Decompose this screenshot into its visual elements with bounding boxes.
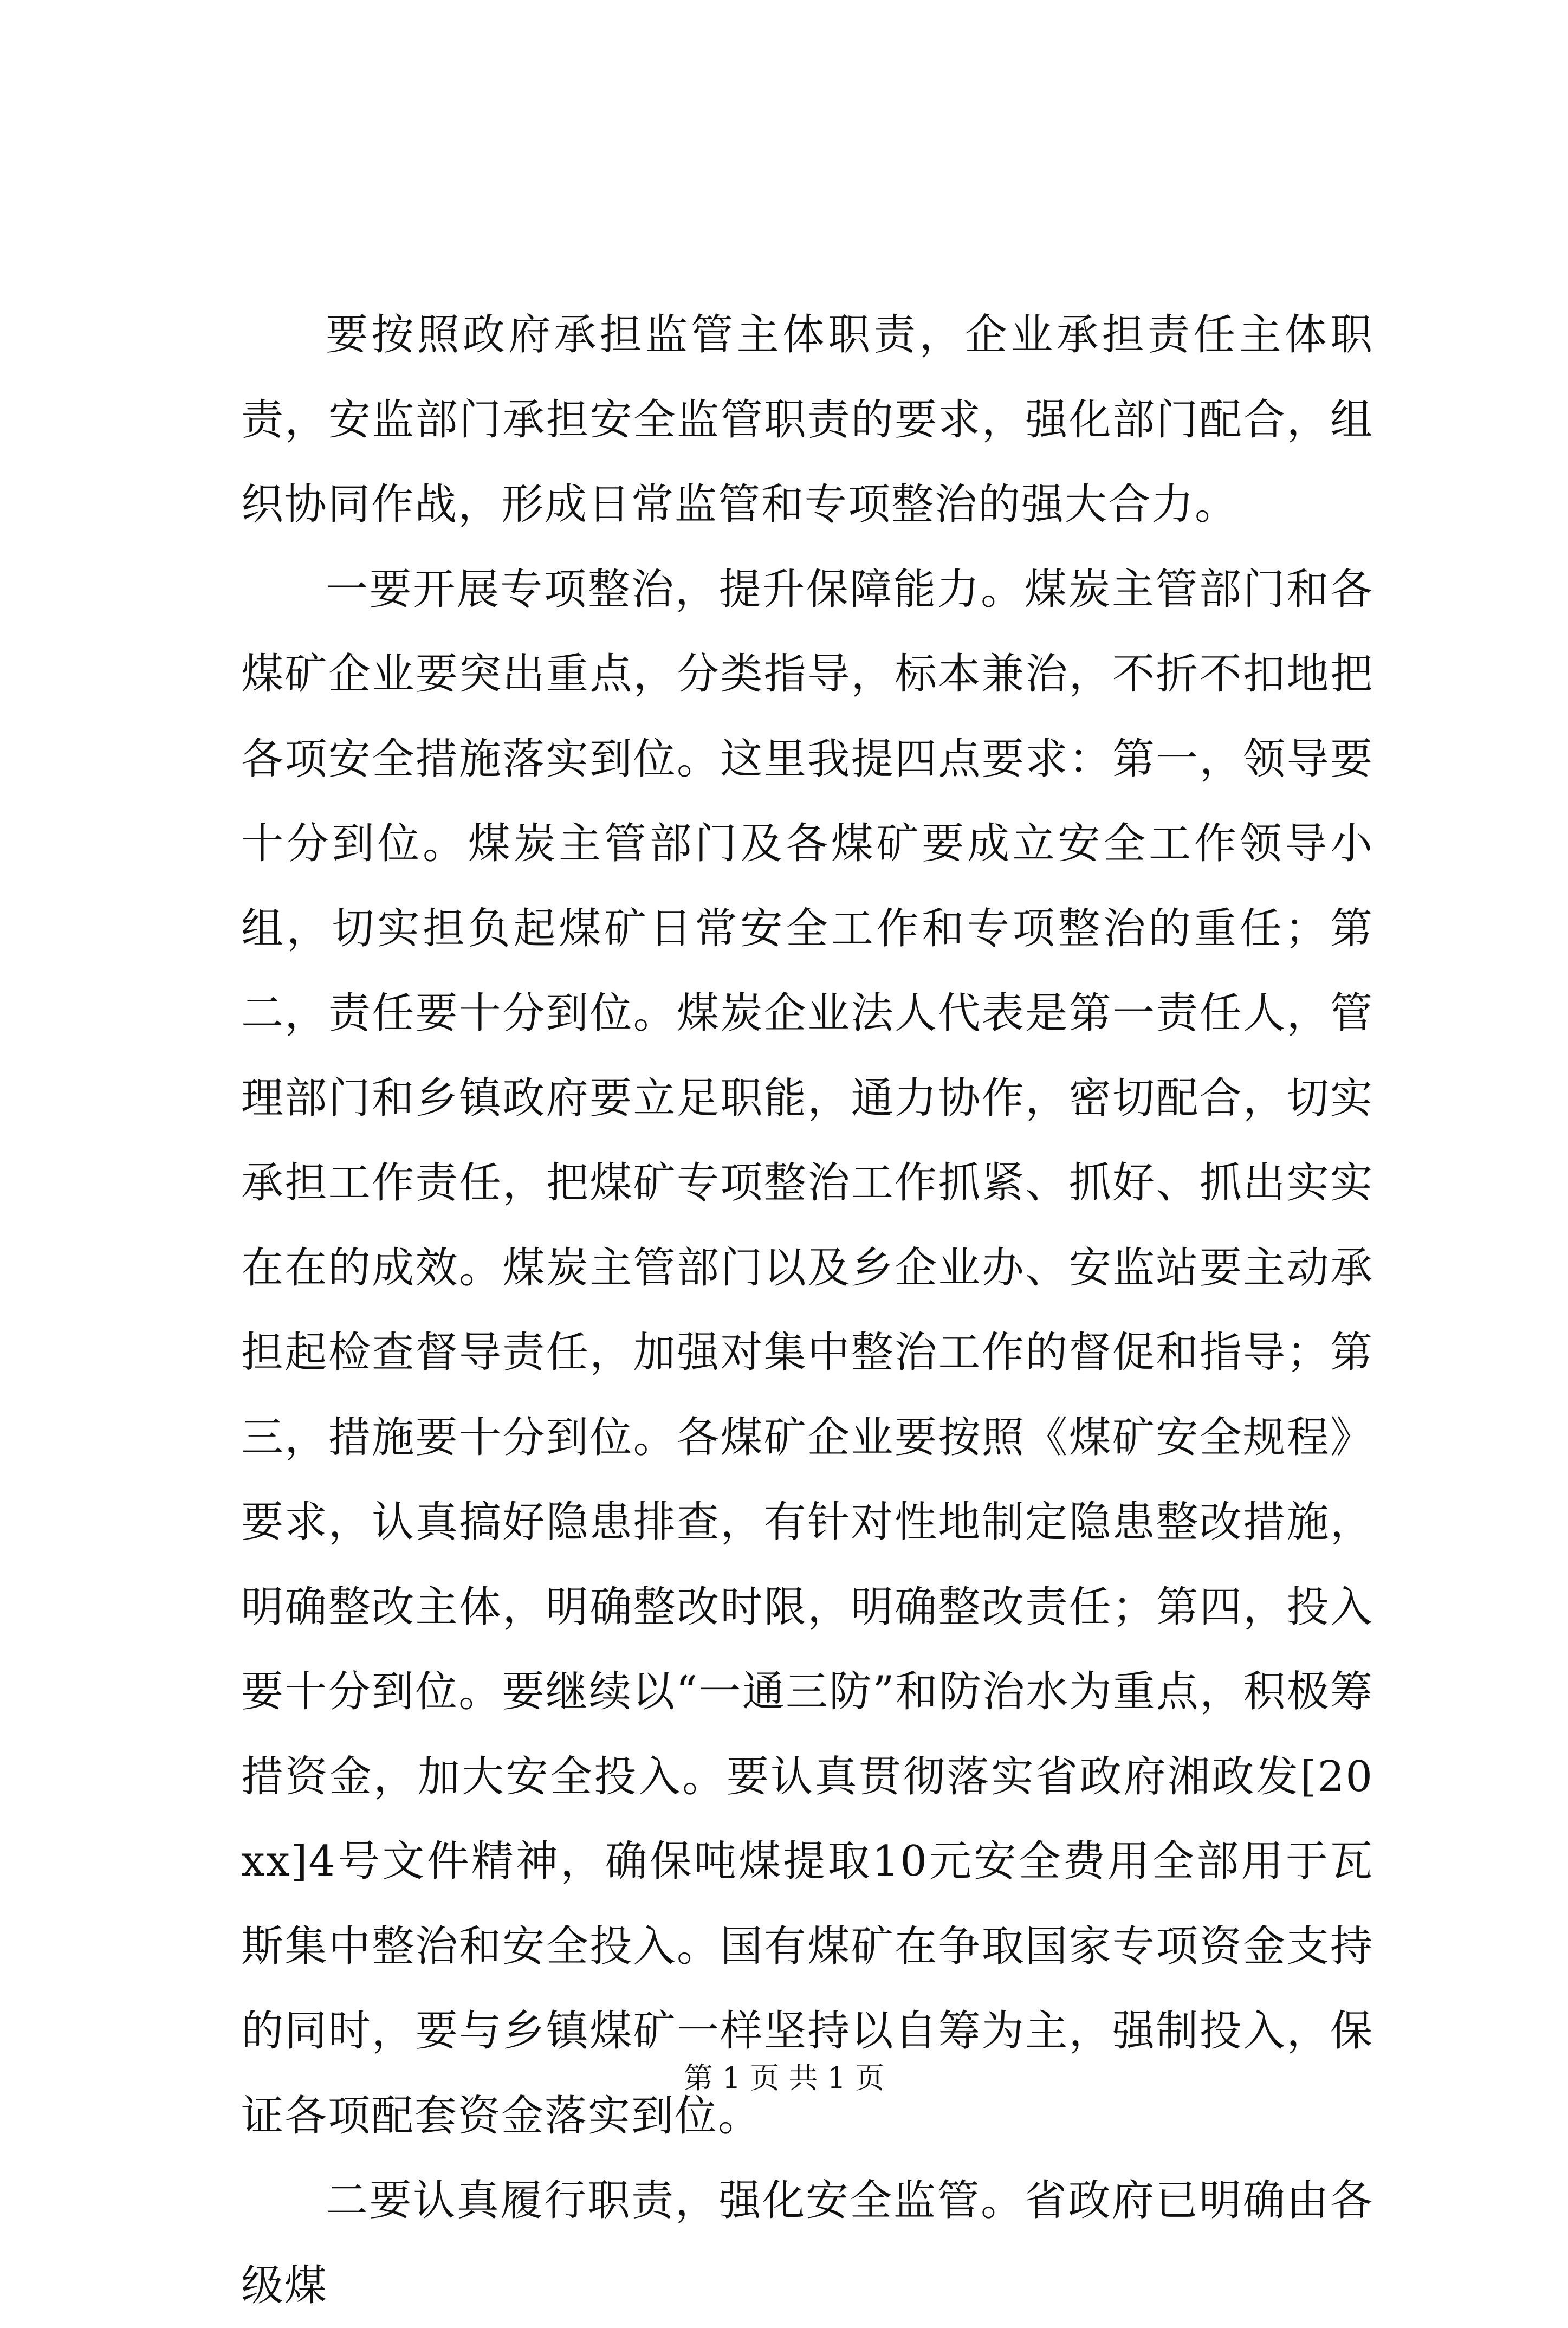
paragraph-2: 一要开展专项整治，提升保障能力。煤炭主管部门和各煤矿企业要突出重点，分类指导，标本兼治，不折不扣地把各项安全措施落实到位。这里我提四点要求：第一，领导要十分到位。煤炭主管部门及各煤矿要成立安全工作领导小组，切实担负起煤矿日常安全工作和专项整治的重任；第二，责任要十分到位。煤炭企业法人代表是第一责任人，管理部门和乡镇政府要立足职能，通力协作，密切配合，切实承担工作责任，把煤矿专项整治工作抓紧、抓好、抓出实实在在的成效。煤炭主管部门以及乡企业办、安监站要主动承担起检查督导责任，加强对集中整治工作的督促和指导；第三，措施要十分到位。各煤矿企业要按照《煤矿安全规程》要求，认真搞好隐患排查，有针对性地制定隐患整改措施，明确整改主体，明确整改时限，明确整改责任；第四，投入要十分到位。要继续以“一通三防”和防治水为重点，积极筹措资金，加大安全投入。要认真贯彻落实省政府湘政发[20xx]4号文件精神，确保吨煤提取10元安全费用全部用于瓦斯集中整治和安全投入。国有煤矿在争取国家专项资金支持的同时，要与乡镇煤矿一样坚持以自筹为主，强制投入，保证各项配套资金落实到位。 [241,565,1373,2141]
paragraph-3: 二要认真履行职责，强化安全监管。省政府已明确由各级煤 [241,2176,1373,2310]
page-footer: 第 1 页 共 1 页 [683,2061,885,2095]
paragraph-1: 要按照政府承担监管主体职责，企业承担责任主体职责，安监部门承担安全监管职责的要求，强化部门配合，组织协同作战，形成日常监管和专项整治的强大合力。 [241,311,1373,529]
document-body [241,293,1373,2328]
